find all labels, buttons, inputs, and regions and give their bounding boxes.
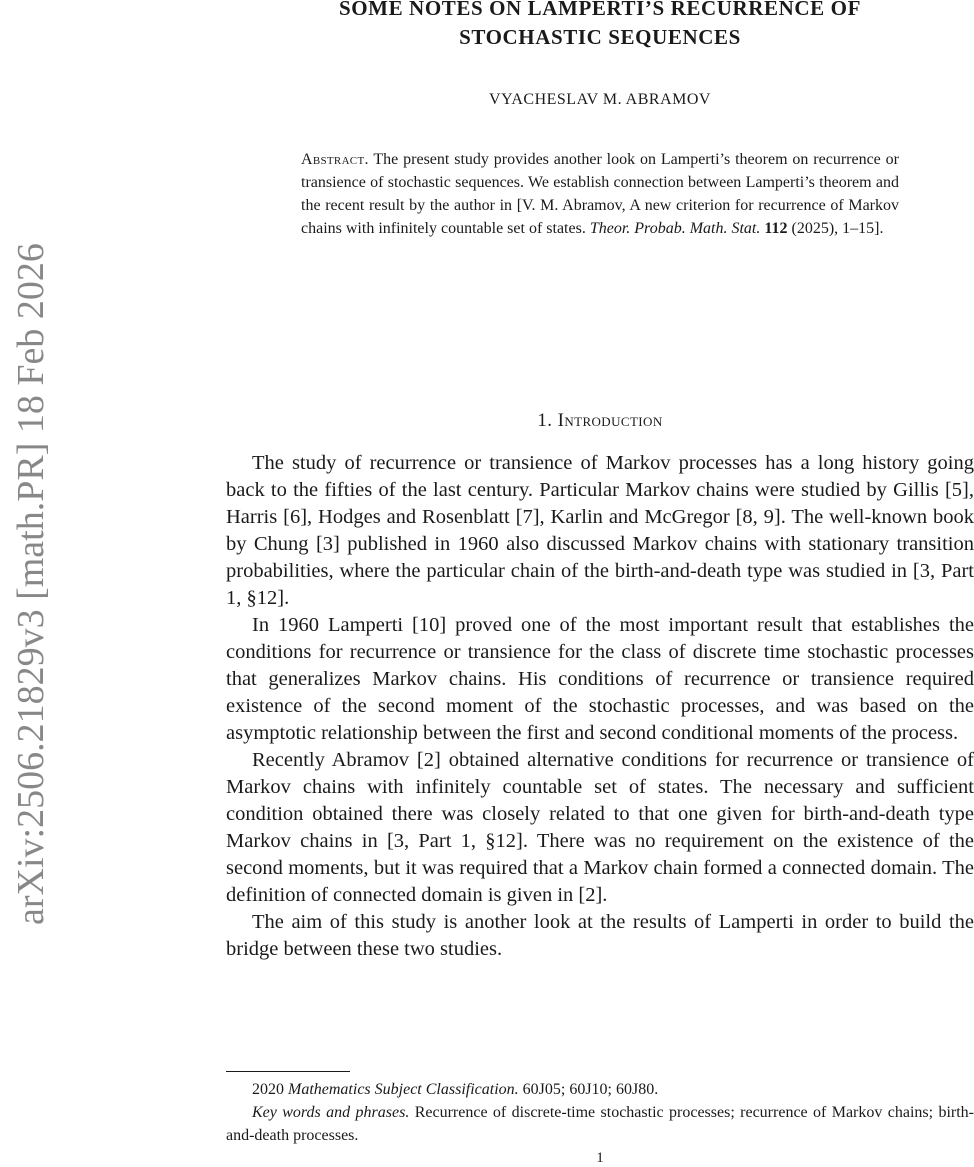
- title-line-1: SOME NOTES ON LAMPERTI’S RECURRENCE OF: [338, 0, 862, 20]
- introduction-body: [226, 450, 974, 963]
- paragraph-3: Recently Abramov [2] obtained alternative conditions for recurrence or transience of Markov chains with infinitely countable set of states. The necessary and sufficient condition obtained there was closely related to that one given for birth-and-death type Markov chains in [3, Part 1, §12]. There was no requirement on the existence of the second moments, but it was required that a Markov chain formed a connected domain. The definition of connected domain is given in [2].: [226, 749, 974, 906]
- msc-label: Mathematics Subject Classification.: [288, 1081, 519, 1098]
- paragraph-2: In 1960 Lamperti [10] proved one of the most important result that establishes the conditions for recurrence or transience for the class of discrete time stochastic processes that generalizes Markov chains. His conditions of recurrence or transience required existence of the second moment of the stochastic processes, and was based on the asymptotic relationship between the first and second conditional moments of the process.: [226, 614, 974, 744]
- msc-year: 2020: [252, 1081, 284, 1098]
- footnote-keywords: [226, 1101, 974, 1147]
- paper-title: [226, 0, 974, 52]
- section-title: Introduction: [557, 410, 663, 431]
- page-number: 1: [596, 1150, 604, 1166]
- footnotes: [226, 1078, 974, 1147]
- keywords-text: Recurrence of discrete-time stochastic processes; recurrence of Markov chains; birth-and-death processes.: [226, 1104, 974, 1144]
- arxiv-identifier-stamp: [10, 125, 52, 925]
- abstract: [301, 148, 899, 240]
- keywords-label: Key words and phrases.: [252, 1104, 410, 1121]
- footnote-divider: [226, 1071, 350, 1072]
- title-line-2: STOCHASTIC SEQUENCES: [459, 25, 741, 49]
- section-heading-introduction: [226, 410, 974, 432]
- msc-codes: 60J05; 60J10; 60J80.: [522, 1081, 659, 1098]
- footnote-msc: [226, 1078, 974, 1101]
- paragraph-1: The study of recurrence or transience of Markov processes has a long history going back to the fifties of the last century. Particular Markov chains were studied by Gillis [5], Harris [6], Hodges and Rosenblatt [7], Karlin and McGregor [8, 9]. The well-known book by Chung [3] published in 1960 also discussed Markov chains with stationary transition probabilities, where the particular chain of the birth-and-death type was studied in [3, Part 1, §12].: [226, 452, 974, 609]
- abstract-text: The present study provides another look on Lamperti’s theorem on recurrence or transience of stochastic sequences. We establish connection between Lamperti’s theorem and the recent result by the author in [V. M. Abramov, A new criterion for recurrence of Markov chains with infinitely countable set of states.: [301, 151, 899, 237]
- abstract-journal: Theor. Probab. Math. Stat.: [589, 220, 761, 237]
- abstract-label: Abstract.: [301, 151, 369, 168]
- abstract-citation-rest: (2025), 1–15].: [791, 220, 884, 237]
- arxiv-identifier-text: arXiv:2506.21829v3 [math.PR] 18 Feb 2026: [10, 243, 52, 925]
- abstract-volume: 112: [764, 220, 788, 237]
- section-number: 1.: [537, 410, 553, 431]
- paragraph-4: The aim of this study is another look at the results of Lamperti in order to build the bridge between these two studies.: [226, 911, 974, 960]
- author-name: VYACHESLAV M. ABRAMOV: [489, 91, 711, 108]
